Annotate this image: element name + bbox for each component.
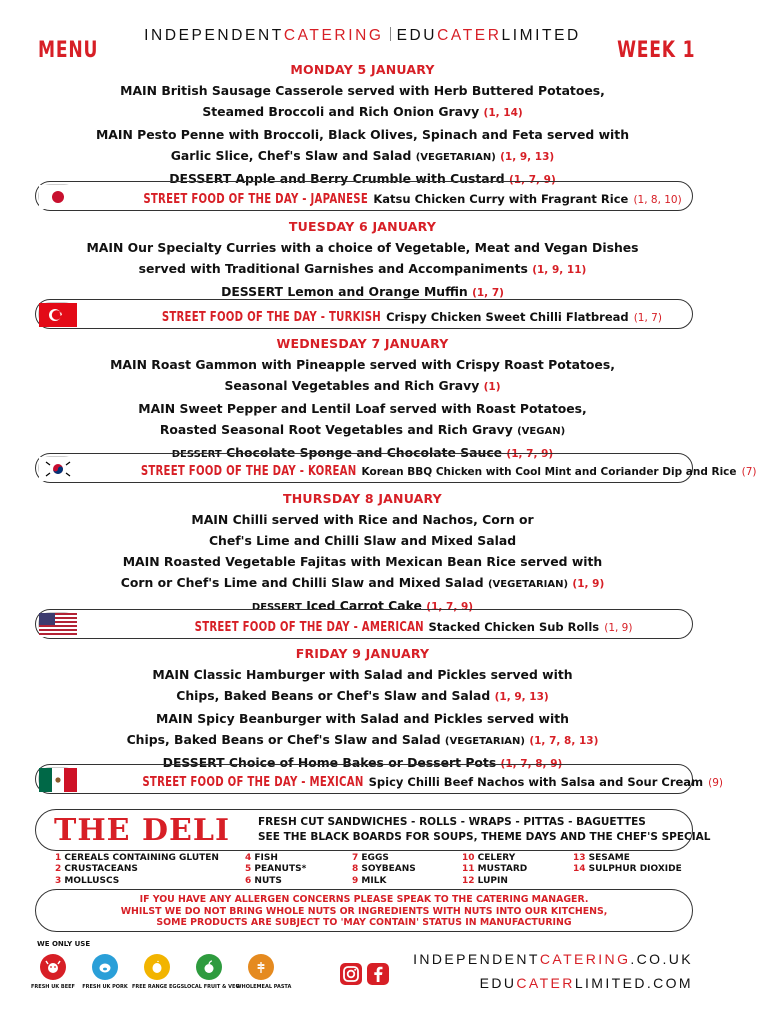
pig-icon — [92, 954, 118, 980]
brand-catering: CATERING — [283, 27, 384, 44]
diet-tag: (VEGETARIAN) — [415, 152, 496, 163]
cow-icon — [40, 954, 66, 980]
menu-line: Chips, Baked Beans or Chef's Slaw and Salad (VEGETARIAN) (1, 7, 8, 13) — [126, 732, 599, 747]
menu-line: DESSERT Chocolate Sponge and Chocolate Sauce (1, 7, 9) — [171, 445, 554, 460]
allergen-codes: (1, 7, 8, 13) — [529, 735, 599, 747]
day-title: WEDNESDAY 7 JANUARY — [276, 336, 449, 351]
street-food-dish: Stacked Chicken Sub Rolls — [428, 620, 600, 634]
brand-cater: CATER — [437, 27, 502, 44]
we-only-use-label: WE ONLY USE — [37, 940, 91, 948]
menu-line: DESSERT Lemon and Orange Muffin (1, 7) — [221, 284, 504, 299]
menu-line: Chef's Lime and Chilli Slaw and Mixed Salad — [208, 533, 517, 548]
menu-line: Chips, Baked Beans or Chef's Slaw and Salad (1, 9, 13) — [176, 688, 549, 703]
allergen-codes: (1) — [483, 381, 501, 393]
fresh-uk-pork-logo: FRESH UK PORK — [80, 954, 130, 990]
menu-line: MAIN Chilli served with Rice and Nachos, Corn or — [191, 512, 534, 527]
menu-line: served with Traditional Garnishes and Accompaniments (1, 9, 11) — [138, 261, 587, 276]
street-food-label: STREET FOOD OF THE DAY - JAPANESE — [143, 192, 369, 207]
allergen-codes: (1, 9, 11) — [532, 264, 587, 276]
allergen-codes: (7) — [741, 466, 757, 478]
week-label: WEEK 1 — [616, 38, 695, 63]
brand-limited: LIMITED — [501, 27, 581, 44]
diet-tag: (VEGETARIAN) — [444, 736, 525, 747]
menu-line: MAIN Our Specialty Curries with a choice of Vegetable, Meat and Vegan Dishes — [86, 240, 639, 255]
turkey-flag-icon — [38, 302, 76, 326]
allergen-warning — [35, 889, 693, 932]
deli-box — [35, 809, 711, 851]
website-educater-limited[interactable]: EDUCATERLIMITED.COM — [479, 975, 693, 991]
wheat-icon — [248, 954, 274, 980]
menu-line: MAIN Classic Hamburger with Salad and Pickles served with — [152, 667, 573, 682]
japan-flag-icon — [38, 184, 76, 208]
day-wednesday — [0, 336, 725, 465]
day-tuesday — [0, 219, 725, 304]
menu-line: MAIN Spicy Beanburger with Salad and Pickles served with — [156, 711, 569, 726]
header — [0, 24, 725, 64]
allergen-item: 12 LUPIN — [462, 875, 508, 886]
allergen-codes: (1, 7) — [472, 287, 504, 299]
menu-line: MAIN Sweet Pepper and Lentil Loaf served with Roast Potatoes, — [138, 401, 587, 416]
allergen-codes: (1, 9, 13) — [500, 151, 555, 163]
fresh-uk-beef-logo: FRESH UK BEEF — [28, 954, 78, 990]
brand-independent: INDEPENDENT — [144, 27, 284, 44]
menu-label: MENU — [38, 38, 99, 63]
street-food-wednesday — [35, 453, 757, 483]
allergen-item: 9 MILK — [352, 875, 387, 886]
day-monday — [0, 62, 725, 191]
mexico-flag-icon — [38, 767, 76, 791]
menu-line: Steamed Broccoli and Rich Onion Gravy (1, 14) — [202, 104, 523, 119]
allergen-item: 4 FISH — [245, 853, 278, 863]
facebook-icon[interactable] — [367, 963, 389, 985]
free-range-eggs-logo: FREE RANGE EGGS — [132, 954, 182, 990]
brand-divider — [390, 27, 391, 41]
instagram-icon[interactable] — [340, 963, 362, 985]
allergen-item: 14 SULPHUR DIOXIDE — [573, 864, 682, 875]
hen-icon — [144, 954, 170, 980]
allergen-codes: (1, 7, 9) — [426, 601, 474, 613]
allergen-codes: (9) — [708, 777, 724, 789]
street-food-monday — [35, 181, 693, 211]
menu-line: Seasonal Vegetables and Rich Gravy (1) — [224, 378, 501, 393]
street-food-tuesday — [35, 299, 693, 329]
warning-line: WHILST WE DO NOT BRING WHOLE NUTS OR INGREDIENTS WITH NUTS INTO OUR KITCHENS, — [120, 905, 608, 917]
diet-tag: (VEGETARIAN) — [487, 579, 569, 590]
menu-line: Roasted Seasonal Root Vegetables and Rich Gravy (VEGAN) — [159, 422, 566, 437]
day-title: THURSDAY 8 JANUARY — [283, 491, 442, 506]
street-food-label: STREET FOOD OF THE DAY - AMERICAN — [194, 620, 424, 635]
menu-line: DESSERT Apple and Berry Crumble with Custard (1, 7, 9) — [169, 171, 556, 186]
day-title: FRIDAY 9 JANUARY — [295, 646, 430, 661]
allergen-item: 2 CRUSTACEANS — [55, 864, 138, 875]
allergen-item: 5 PEANUTS* — [245, 864, 307, 875]
allergen-codes: (1, 8, 10) — [633, 194, 682, 206]
deli-title: THE DELI — [54, 813, 230, 848]
day-title: MONDAY 5 JANUARY — [290, 62, 435, 77]
menu-line: DESSERT Iced Carrot Cake (1, 7, 9) — [251, 598, 474, 613]
allergen-item: 3 MOLLUSCS — [55, 875, 120, 886]
menu-line: DESSERT Choice of Home Bakes or Dessert Pots (1, 7, 8, 9) — [162, 755, 563, 770]
street-food-dish: Spicy Chilli Beef Nachos with Salsa and Sour Cream — [368, 775, 704, 789]
menu-line: Garlic Slice, Chef's Slaw and Salad (VEGETARIAN) (1, 9, 13) — [170, 148, 555, 163]
deli-line: FRESH CUT SANDWICHES - ROLLS - WRAPS - PITTAS - BAGUETTES — [258, 816, 646, 828]
allergen-codes: (1, 9, 13) — [494, 691, 549, 703]
menu-line: MAIN Roasted Vegetable Fajitas with Mexican Bean Rice served with — [122, 554, 603, 569]
street-food-dish: Katsu Chicken Curry with Fragrant Rice — [373, 192, 629, 206]
street-food-dish: Crispy Chicken Sweet Chilli Flatbread — [386, 310, 629, 324]
local-fruit-veg-logo: LOCAL FRUIT & VEG — [184, 954, 234, 990]
website-independent-catering[interactable]: INDEPENDENTCATERING.CO.UK — [413, 951, 693, 967]
wholemeal-pasta-logo: WHOLEMEAL PASTA — [236, 954, 286, 990]
apple-icon — [196, 954, 222, 980]
street-food-label: STREET FOOD OF THE DAY - TURKISH — [161, 310, 382, 325]
menu-line: Corn or Chef's Lime and Chilli Slaw and Mixed Salad (VEGETARIAN) (1, 9) — [120, 575, 605, 590]
allergen-codes: (1, 7) — [633, 312, 662, 324]
day-title: TUESDAY 6 JANUARY — [288, 219, 437, 234]
allergen-item: 1 CEREALS CONTAINING GLUTEN — [55, 853, 219, 863]
menu-line: MAIN Pesto Penne with Broccoli, Black Olives, Spinach and Feta served with — [95, 127, 630, 142]
allergen-codes: (1, 9) — [604, 622, 633, 634]
warning-line: SOME PRODUCTS ARE SUBJECT TO 'MAY CONTAIN' STATUS IN MANUFACTURING — [156, 917, 572, 928]
street-food-label: STREET FOOD OF THE DAY - KOREAN — [140, 464, 357, 479]
street-food-dish: Korean BBQ Chicken with Cool Mint and Coriander Dip and Rice — [361, 466, 737, 478]
allergen-codes: (1, 7, 9) — [506, 448, 554, 460]
day-thursday — [0, 491, 725, 618]
street-food-friday — [35, 764, 724, 794]
usa-flag-icon — [38, 612, 76, 636]
menu-line: MAIN Roast Gammon with Pineapple served with Crispy Roast Potatoes, — [110, 357, 615, 372]
allergen-item: 11 MUSTARD — [462, 864, 528, 875]
diet-tag: (VEGAN) — [517, 426, 566, 437]
sourcing-logos — [28, 954, 298, 1004]
brand-edu: EDU — [396, 27, 438, 44]
allergen-codes: (1, 9) — [572, 578, 605, 590]
allergen-codes: (1, 14) — [483, 107, 523, 119]
deli-line: SEE THE BLACK BOARDS FOR SOUPS, THEME DAYS AND THE CHEF'S SPECIAL — [258, 831, 711, 843]
allergen-item: 6 NUTS — [245, 875, 282, 886]
allergen-codes: (1, 7, 8, 9) — [500, 758, 563, 770]
allergen-item: 10 CELERY — [462, 853, 516, 863]
allergen-codes: (1, 7, 9) — [508, 174, 556, 186]
allergen-item: 13 SESAME — [573, 853, 630, 863]
street-food-thursday — [35, 609, 693, 639]
street-food-label: STREET FOOD OF THE DAY - MEXICAN — [142, 775, 364, 790]
day-friday — [0, 646, 725, 775]
korea-flag-icon — [38, 456, 76, 480]
allergen-item: 8 SOYBEANS — [352, 864, 416, 875]
warning-line: IF YOU HAVE ANY ALLERGEN CONCERNS PLEASE SPEAK TO THE CATERING MANAGER. — [139, 894, 589, 905]
allergen-item: 7 EGGS — [352, 853, 389, 863]
menu-line: MAIN British Sausage Casserole served with Herb Buttered Potatoes, — [120, 83, 605, 98]
